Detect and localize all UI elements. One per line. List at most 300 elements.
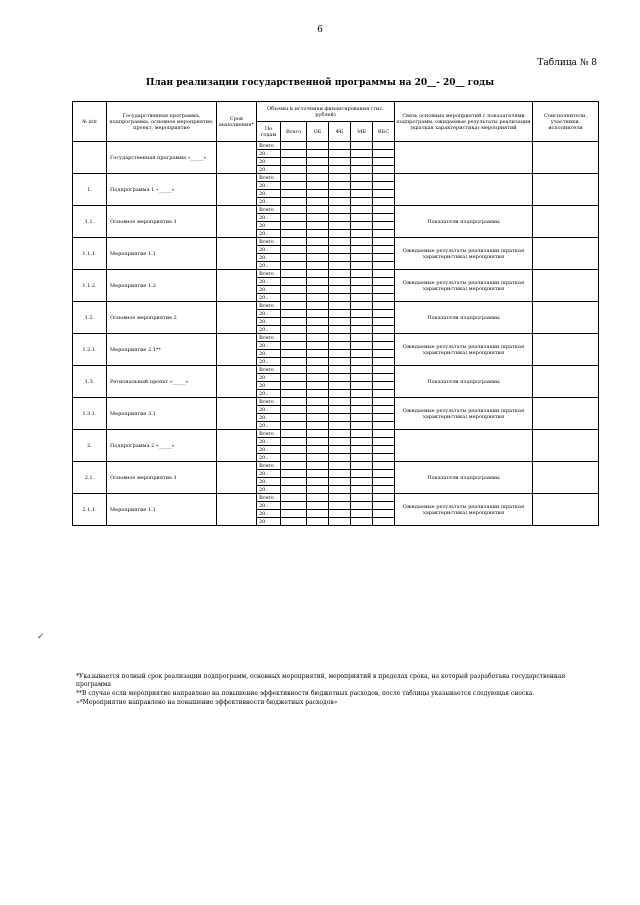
row-name: Подпрограмма 2 «_____» (107, 430, 217, 462)
ob-cell (307, 294, 329, 302)
row-year: 20.. (257, 294, 281, 302)
footnotes (76, 673, 596, 708)
row-executors (533, 238, 599, 270)
total-cell (281, 390, 307, 398)
vbs-cell (373, 206, 395, 214)
mb-cell (351, 454, 373, 462)
header-fb: ФБ (329, 122, 351, 142)
fb-cell (329, 414, 351, 422)
row-link: Ожидаемые результаты реализации (краткая характеристика) мероприятия (395, 270, 533, 302)
total-cell (281, 182, 307, 190)
row-term (217, 398, 257, 430)
mb-cell (351, 462, 373, 470)
vbs-cell (373, 246, 395, 254)
fb-cell (329, 158, 351, 166)
row-term (217, 174, 257, 206)
vbs-cell (373, 358, 395, 366)
ob-cell (307, 286, 329, 294)
total-cell (281, 486, 307, 494)
row-name: Мероприятие 1.1 (107, 494, 217, 526)
mb-cell (351, 430, 373, 438)
vbs-cell (373, 454, 395, 462)
mb-cell (351, 374, 373, 382)
mb-cell (351, 214, 373, 222)
mb-cell (351, 206, 373, 214)
total-cell (281, 350, 307, 358)
row-year: 20.. (257, 438, 281, 446)
vbs-cell (373, 326, 395, 334)
row-year: 20.. (257, 246, 281, 254)
fb-cell (329, 406, 351, 414)
row-term (217, 430, 257, 462)
mb-cell (351, 190, 373, 198)
row-link: Ожидаемые результаты реализации (краткая характеристика) мероприятия (395, 398, 533, 430)
ob-cell (307, 430, 329, 438)
mb-cell (351, 174, 373, 182)
fb-cell (329, 198, 351, 206)
row-link: Ожидаемые результаты реализации (краткая характеристика) мероприятия (395, 238, 533, 270)
vbs-cell (373, 366, 395, 374)
fb-cell (329, 254, 351, 262)
ob-cell (307, 446, 329, 454)
row-executors (533, 270, 599, 302)
row-executors (533, 430, 599, 462)
ob-cell (307, 222, 329, 230)
fb-cell (329, 486, 351, 494)
table-row (73, 302, 599, 310)
header-by-year: По годам (257, 122, 281, 142)
fb-cell (329, 518, 351, 526)
total-cell (281, 414, 307, 422)
mb-cell (351, 150, 373, 158)
total-cell (281, 430, 307, 438)
fb-cell (329, 230, 351, 238)
total-cell (281, 262, 307, 270)
row-term (217, 334, 257, 366)
row-year: Всего (257, 430, 281, 438)
table-row (73, 334, 599, 342)
vbs-cell (373, 478, 395, 486)
mb-cell (351, 270, 373, 278)
total-cell (281, 422, 307, 430)
total-cell (281, 270, 307, 278)
mb-cell (351, 318, 373, 326)
mb-cell (351, 414, 373, 422)
ob-cell (307, 246, 329, 254)
mb-cell (351, 198, 373, 206)
total-cell (281, 502, 307, 510)
row-year: 20.. (257, 390, 281, 398)
total-cell (281, 510, 307, 518)
row-year: 20. (257, 198, 281, 206)
mb-cell (351, 222, 373, 230)
total-cell (281, 518, 307, 526)
row-executors (533, 302, 599, 334)
ob-cell (307, 390, 329, 398)
fb-cell (329, 310, 351, 318)
row-executors (533, 174, 599, 206)
fb-cell (329, 430, 351, 438)
vbs-cell (373, 166, 395, 174)
fb-cell (329, 398, 351, 406)
mb-cell (351, 502, 373, 510)
row-name: Основное мероприятие 2 (107, 302, 217, 334)
ob-cell (307, 278, 329, 286)
row-name: Основное мероприятие 1 (107, 462, 217, 494)
fb-cell (329, 142, 351, 150)
row-year: 20.. (257, 278, 281, 286)
ob-cell (307, 254, 329, 262)
row-term (217, 302, 257, 334)
vbs-cell (373, 318, 395, 326)
vbs-cell (373, 342, 395, 350)
row-number: 2. (73, 430, 107, 462)
row-year: 20.. (257, 406, 281, 414)
total-cell (281, 478, 307, 486)
mb-cell (351, 342, 373, 350)
total-cell (281, 246, 307, 254)
vbs-cell (373, 158, 395, 166)
row-link (395, 174, 533, 206)
row-year: Всего (257, 142, 281, 150)
vbs-cell (373, 430, 395, 438)
row-year: 20.. (257, 182, 281, 190)
row-name: Мероприятие 2.1** (107, 334, 217, 366)
row-number: 1.1. (73, 206, 107, 238)
fb-cell (329, 326, 351, 334)
row-year: 20.. (257, 422, 281, 430)
vbs-cell (373, 334, 395, 342)
ob-cell (307, 198, 329, 206)
document-title: План реализации государственной программы на 20__- 20__ годы (145, 78, 495, 88)
fb-cell (329, 222, 351, 230)
row-number: 1.1.2. (73, 270, 107, 302)
fb-cell (329, 286, 351, 294)
ob-cell (307, 350, 329, 358)
fb-cell (329, 214, 351, 222)
total-cell (281, 366, 307, 374)
total-cell (281, 286, 307, 294)
ob-cell (307, 174, 329, 182)
row-link: Показатели подпрограммы (395, 206, 533, 238)
row-year: 20. (257, 350, 281, 358)
total-cell (281, 318, 307, 326)
ob-cell (307, 310, 329, 318)
mb-cell (351, 422, 373, 430)
total-cell (281, 374, 307, 382)
total-cell (281, 342, 307, 350)
scan-mark: ✓ (37, 632, 45, 642)
fb-cell (329, 494, 351, 502)
row-link: Ожидаемые результаты реализации (краткая характеристика) мероприятия (395, 494, 533, 526)
fb-cell (329, 246, 351, 254)
vbs-cell (373, 222, 395, 230)
mb-cell (351, 470, 373, 478)
vbs-cell (373, 350, 395, 358)
row-year: Всего (257, 270, 281, 278)
row-year: 20.. (257, 510, 281, 518)
vbs-cell (373, 510, 395, 518)
total-cell (281, 206, 307, 214)
vbs-cell (373, 286, 395, 294)
vbs-cell (373, 294, 395, 302)
mb-cell (351, 230, 373, 238)
total-cell (281, 334, 307, 342)
row-year: Всего (257, 302, 281, 310)
mb-cell (351, 238, 373, 246)
row-term (217, 238, 257, 270)
total-cell (281, 494, 307, 502)
row-year: Всего (257, 206, 281, 214)
vbs-cell (373, 310, 395, 318)
ob-cell (307, 454, 329, 462)
mb-cell (351, 286, 373, 294)
vbs-cell (373, 262, 395, 270)
vbs-cell (373, 502, 395, 510)
fb-cell (329, 270, 351, 278)
vbs-cell (373, 438, 395, 446)
mb-cell (351, 334, 373, 342)
fb-cell (329, 366, 351, 374)
mb-cell (351, 350, 373, 358)
row-number: 1.2.1. (73, 334, 107, 366)
ob-cell (307, 374, 329, 382)
mb-cell (351, 166, 373, 174)
vbs-cell (373, 470, 395, 478)
total-cell (281, 238, 307, 246)
total-cell (281, 158, 307, 166)
vbs-cell (373, 422, 395, 430)
ob-cell (307, 158, 329, 166)
fb-cell (329, 446, 351, 454)
mb-cell (351, 294, 373, 302)
row-name: Мероприятие 1.2 (107, 270, 217, 302)
row-term (217, 206, 257, 238)
footnote: «*Мероприятие направлено на повышение эффективности бюджетных расходов» (76, 699, 338, 706)
vbs-cell (373, 182, 395, 190)
row-year: 20.. (257, 446, 281, 454)
row-executors (533, 366, 599, 398)
plan-table-body (73, 142, 599, 526)
ob-cell (307, 206, 329, 214)
table-row (73, 142, 599, 150)
table-row (73, 494, 599, 502)
total-cell (281, 198, 307, 206)
table-label: Таблица № 8 (537, 58, 597, 68)
mb-cell (351, 366, 373, 374)
row-term (217, 366, 257, 398)
fb-cell (329, 262, 351, 270)
row-term (217, 142, 257, 174)
vbs-cell (373, 398, 395, 406)
total-cell (281, 446, 307, 454)
total-cell (281, 230, 307, 238)
ob-cell (307, 214, 329, 222)
vbs-cell (373, 150, 395, 158)
row-year: 20.. (257, 214, 281, 222)
row-name: Основное мероприятие 1 (107, 206, 217, 238)
header-term: Срок выполнения* (217, 102, 257, 142)
header-ob: ОБ (307, 122, 329, 142)
mb-cell (351, 518, 373, 526)
row-number (73, 142, 107, 174)
ob-cell (307, 326, 329, 334)
row-term (217, 270, 257, 302)
ob-cell (307, 318, 329, 326)
total-cell (281, 406, 307, 414)
ob-cell (307, 478, 329, 486)
row-number: 1.1.1. (73, 238, 107, 270)
fb-cell (329, 174, 351, 182)
row-term (217, 494, 257, 526)
row-year: 20. (257, 478, 281, 486)
fb-cell (329, 374, 351, 382)
row-year: 20. (257, 318, 281, 326)
ob-cell (307, 518, 329, 526)
table-row (73, 270, 599, 278)
row-link: Показатели подпрограммы (395, 462, 533, 494)
mb-cell (351, 382, 373, 390)
row-year: 20.. (257, 358, 281, 366)
row-link: Показатели подпрограммы (395, 302, 533, 334)
ob-cell (307, 262, 329, 270)
fb-cell (329, 166, 351, 174)
ob-cell (307, 510, 329, 518)
total-cell (281, 358, 307, 366)
fb-cell (329, 206, 351, 214)
ob-cell (307, 142, 329, 150)
total-cell (281, 166, 307, 174)
row-year: Всего (257, 398, 281, 406)
fb-cell (329, 238, 351, 246)
row-year: 20. (257, 166, 281, 174)
vbs-cell (373, 142, 395, 150)
row-name: Региональный проект «_____» (107, 366, 217, 398)
vbs-cell (373, 198, 395, 206)
vbs-cell (373, 486, 395, 494)
fb-cell (329, 150, 351, 158)
mb-cell (351, 142, 373, 150)
ob-cell (307, 494, 329, 502)
row-year: 20.. (257, 454, 281, 462)
fb-cell (329, 278, 351, 286)
fb-cell (329, 470, 351, 478)
fb-cell (329, 438, 351, 446)
vbs-cell (373, 302, 395, 310)
row-year: 20. (257, 254, 281, 262)
ob-cell (307, 438, 329, 446)
table-row (73, 462, 599, 470)
header-funding: Объемы и источники финансирования (тыс. рублей) (257, 102, 395, 122)
ob-cell (307, 414, 329, 422)
footnote: **В случае если мероприятие направлено на повышение эффективности бюджетных расходов, после таблицы указывается следующая сноска. (76, 690, 535, 697)
vbs-cell (373, 238, 395, 246)
header-num: № п/п (73, 102, 107, 142)
row-year: 20 (257, 374, 281, 382)
total-cell (281, 326, 307, 334)
row-year: 20 (257, 158, 281, 166)
vbs-cell (373, 374, 395, 382)
mb-cell (351, 358, 373, 366)
vbs-cell (373, 446, 395, 454)
mb-cell (351, 326, 373, 334)
row-term (217, 462, 257, 494)
row-executors (533, 142, 599, 174)
ob-cell (307, 502, 329, 510)
row-year: 20.. (257, 326, 281, 334)
row-year: 20.. (257, 502, 281, 510)
table-row (73, 366, 599, 374)
table-row (73, 206, 599, 214)
fb-cell (329, 390, 351, 398)
row-year: 20.. (257, 342, 281, 350)
row-year: 20.. (257, 470, 281, 478)
total-cell (281, 310, 307, 318)
row-year: Всего (257, 366, 281, 374)
fb-cell (329, 342, 351, 350)
total-cell (281, 214, 307, 222)
vbs-cell (373, 278, 395, 286)
row-executors (533, 494, 599, 526)
row-name: Подпрограмма 1 «_____» (107, 174, 217, 206)
vbs-cell (373, 414, 395, 422)
mb-cell (351, 446, 373, 454)
row-number: 1. (73, 174, 107, 206)
header-mb: МБ (351, 122, 373, 142)
header-vbs: ВБС (373, 122, 395, 142)
table-row (73, 398, 599, 406)
ob-cell (307, 470, 329, 478)
table-row (73, 430, 599, 438)
ob-cell (307, 166, 329, 174)
row-executors (533, 462, 599, 494)
ob-cell (307, 302, 329, 310)
row-year: Всего (257, 238, 281, 246)
fb-cell (329, 478, 351, 486)
ob-cell (307, 270, 329, 278)
mb-cell (351, 302, 373, 310)
row-year: 20 (257, 222, 281, 230)
fb-cell (329, 462, 351, 470)
ob-cell (307, 462, 329, 470)
total-cell (281, 190, 307, 198)
ob-cell (307, 230, 329, 238)
row-year: 20 (257, 382, 281, 390)
total-cell (281, 302, 307, 310)
total-cell (281, 142, 307, 150)
fb-cell (329, 350, 351, 358)
ob-cell (307, 190, 329, 198)
row-year: 20. (257, 286, 281, 294)
header-name: Государственная программа, подпрограмма, основное мероприятие, проект, мероприятие (107, 102, 217, 142)
row-executors (533, 334, 599, 366)
fb-cell (329, 454, 351, 462)
row-number: 1.3. (73, 366, 107, 398)
row-number: 1.2. (73, 302, 107, 334)
fb-cell (329, 302, 351, 310)
mb-cell (351, 246, 373, 254)
total-cell (281, 222, 307, 230)
mb-cell (351, 254, 373, 262)
header-link: Связь основных мероприятий с показателями подпрограмм, ожидаемые результаты реализации (краткая характеристика) мероприятий (395, 102, 533, 142)
row-link (395, 142, 533, 174)
fb-cell (329, 182, 351, 190)
row-year: Всего (257, 334, 281, 342)
header-total: Всего (281, 122, 307, 142)
row-year: 20. (257, 486, 281, 494)
total-cell (281, 254, 307, 262)
mb-cell (351, 158, 373, 166)
